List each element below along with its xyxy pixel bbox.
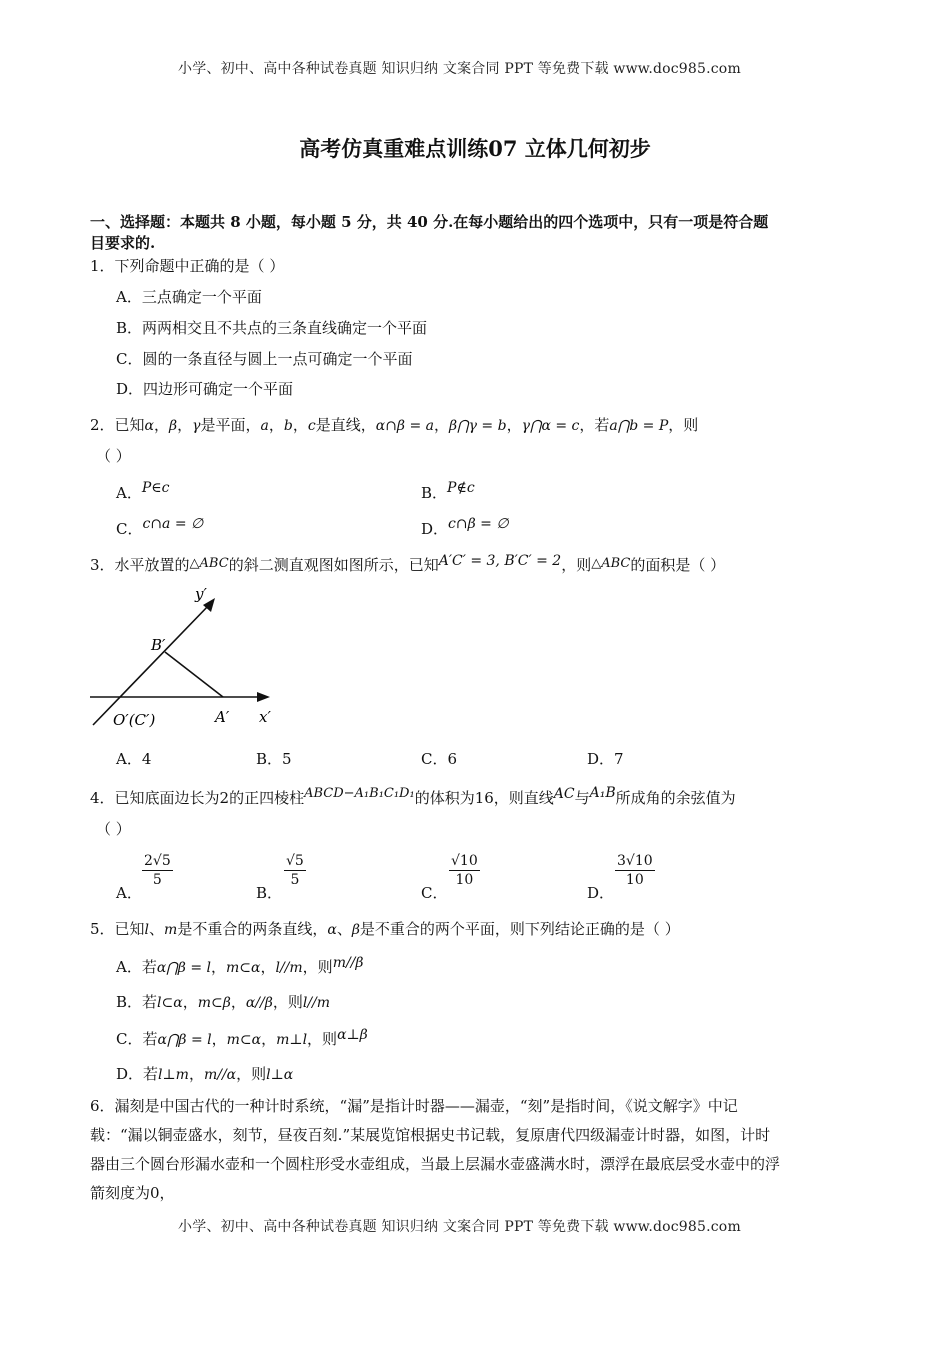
q3-text-3: ，则: [561, 556, 592, 574]
section-heading-line1: 一、选择题：本题共 8 小题，每小题 5 分，共 40 分.在每小题给出的四个选项中，只有一项是符合题: [90, 213, 769, 231]
q4-option-c-numerator: √10: [451, 853, 478, 869]
q5-option-a-sep-1: ，: [210, 958, 226, 976]
q2-sep-3: ，: [268, 416, 284, 434]
q2-gamma: γ: [192, 418, 201, 434]
label-b-prime: B′: [151, 636, 166, 654]
q4-text-3: 与: [574, 789, 590, 807]
q6-line-3: 器由三个圆台形漏水壶和一个圆柱形受水壶组成，当最上层漏水壶盛满水时，漂浮在最底层受水壶中的浮: [90, 1155, 781, 1173]
q5-line-m: m: [164, 922, 178, 938]
q5-option-a-prefix: A．若: [116, 958, 157, 976]
q4-option-c-denominator: 10: [455, 872, 474, 888]
q5-option-a-sep-2: ，: [260, 958, 276, 976]
q5-option-c-sep-2: ，: [261, 1030, 277, 1048]
label-o-prime: O′(C′): [113, 711, 156, 729]
q4-option-d-numerator: 3√10: [617, 853, 653, 869]
q2-text-4: ，若: [579, 416, 610, 434]
q1-option-d: D．四边形可确定一个平面: [116, 380, 294, 398]
q5-option-b-sep-3: ，则: [272, 993, 303, 1011]
q5-plane-beta: β: [351, 922, 360, 938]
q5-option-a-expr-2: m⊂α: [226, 960, 261, 976]
page-footer: 小学、初中、高中各种试卷真题 知识归纳 文案合同 PPT 等免费下载 www.doc985.com: [178, 1219, 741, 1235]
fraction-bar: [615, 870, 655, 871]
q4-text-4: 所成角的余弦值为: [615, 789, 736, 807]
q3-option-b: B．5: [256, 750, 292, 768]
q3-given-lengths: A′C′ = 3, B′C′ = 2: [438, 553, 562, 569]
q5-option-a: [116, 956, 364, 977]
q2-beta: β: [169, 418, 178, 434]
q2-sep-5: ，: [434, 416, 450, 434]
q5-option-a-expr-3: l//m: [275, 960, 303, 976]
q5-line-l: l: [144, 922, 150, 938]
q5-option-b-sep-2: ，: [230, 993, 246, 1011]
q5-option-b-expr-4: l//m: [302, 995, 331, 1011]
q4-option-b-denominator: 5: [290, 872, 300, 888]
q5-plane-alpha: α: [327, 922, 337, 938]
fraction-bar: [284, 870, 306, 871]
q2-line-c: c: [307, 418, 316, 434]
q2-sep-4: ，: [292, 416, 308, 434]
q2-option-a-label: A．: [116, 484, 142, 502]
q4-option-b-fraction: [284, 853, 306, 888]
q2-option-d: [421, 518, 509, 539]
q5-option-c-prefix: C．若: [116, 1030, 158, 1048]
q6-line-4: 箭刻度为0，: [90, 1184, 175, 1202]
q5-option-c-sep-1: ，: [211, 1030, 227, 1048]
q2-expr-4: a⋂b = P: [609, 418, 669, 434]
q2-sep-6: ，: [506, 416, 522, 434]
q2-line-a: a: [260, 418, 269, 434]
q5-option-c-expr-2: m⊂α: [226, 1032, 262, 1048]
q2-text-1: 2．已知: [90, 416, 145, 434]
q4-option-b-numerator: √5: [286, 853, 304, 869]
q4-option-c-label: C．: [421, 884, 448, 902]
q4-prism: ABCD−A₁B₁C₁D₁: [304, 786, 415, 801]
q4-option-d-label: D．: [587, 884, 615, 902]
q1-option-b: B．两两相交且不共点的三条直线确定一个平面: [116, 319, 428, 337]
q3-triangle-2: △ABC: [591, 556, 631, 571]
fraction-bar: [142, 870, 173, 871]
section-heading-line2: 目要求的.: [90, 234, 156, 252]
q5-text-2: 是不重合的两条直线，: [177, 920, 328, 938]
q4-option-d-denominator: 10: [625, 872, 644, 888]
q2-text-2: 是平面，: [200, 416, 261, 434]
q2-line-b: b: [283, 418, 293, 434]
q2-option-b-label: B．: [421, 484, 448, 502]
q5-option-b-expr-2: m⊂β: [197, 995, 231, 1011]
q5-option-c-expr-4: α⊥β: [337, 1027, 368, 1043]
q4-text-1: 4．已知底面边长为2的正四棱柱: [90, 789, 305, 807]
q5-option-b-sep-1: ，: [182, 993, 198, 1011]
q4-line-ac: AC: [553, 786, 575, 802]
q2-option-d-label: D．: [421, 520, 449, 538]
q5-option-c: [116, 1028, 368, 1049]
q5-option-d-expr-3: l⊥α: [266, 1067, 294, 1083]
q4-answer-paren: （ ）: [96, 820, 131, 838]
q5-option-c-sep-3: ，则: [307, 1030, 338, 1048]
q5-option-c-expr-1: α⋂β = l: [157, 1032, 212, 1048]
q2-text-5: ，则: [668, 416, 699, 434]
q2-option-b: [421, 482, 475, 503]
q1-stem: 1．下列命题中正确的是（ ）: [90, 257, 285, 275]
q5-option-d-expr-1: l⊥m: [158, 1067, 189, 1083]
q5-option-d-prefix: D．若: [116, 1065, 159, 1083]
q5-option-d-sep-1: ，: [188, 1065, 204, 1083]
q4-option-a-numerator: 2√5: [144, 853, 171, 869]
q5-text-3: 是不重合的两个平面，则下列结论正确的是（ ）: [359, 920, 680, 938]
q5-option-d: [116, 1063, 293, 1084]
q5-option-c-expr-3: m⊥l: [276, 1032, 308, 1048]
q3-text-4: 的面积是（ ）: [630, 556, 726, 574]
q6-line-1: 6．漏刻是中国古代的一种计时系统，“漏”是指计时器——漏壶，“刻”是指时间，《说文解字》中记: [90, 1097, 738, 1115]
page-title: 高考仿真重难点训练07 立体几何初步: [299, 136, 651, 161]
fraction-bar: [449, 870, 480, 871]
q3-option-d: D．7: [587, 750, 624, 768]
q2-expr-2: β⋂γ = b: [449, 418, 507, 434]
q2-text-3: 是直线，: [315, 416, 376, 434]
q2-sep-1: ，: [154, 416, 170, 434]
q3-text-2: 的斜二测直观图如图所示，已知: [228, 556, 439, 574]
q4-text-2: 的体积为16，则直线: [414, 789, 554, 807]
q1-option-a: A．三点确定一个平面: [116, 288, 262, 306]
q2-expr-3: γ⋂α = c: [521, 418, 580, 434]
q4-option-a-denominator: 5: [152, 872, 162, 888]
q2-alpha: α: [144, 418, 155, 434]
label-a-prime: A′: [215, 708, 230, 726]
q3-triangle-1: △ABC: [189, 556, 229, 571]
q4-option-b-label: B．: [256, 884, 283, 902]
q3-text-1: 3．水平放置的: [90, 556, 190, 574]
q2-option-b-expr: P∉c: [447, 480, 475, 496]
y-axis-line: [93, 604, 210, 725]
q2-option-a-expr: P∈c: [141, 480, 170, 496]
q2-option-c-label: C．: [116, 520, 143, 538]
q2-expr-1: α∩β = a: [375, 418, 435, 434]
q5-option-b-expr-1: l⊂α: [157, 995, 183, 1011]
label-y-prime: y′: [195, 585, 207, 603]
q5-sep-1: 、: [149, 920, 165, 938]
segment-b-a: [165, 652, 223, 697]
q5-option-a-expr-1: α⋂β = l: [156, 960, 211, 976]
q5-text-1: 5．已知: [90, 920, 145, 938]
q5-option-b-expr-3: α//β: [245, 995, 273, 1011]
page-header: 小学、初中、高中各种试卷真题 知识归纳 文案合同 PPT 等免费下载 www.doc985.com: [178, 61, 741, 77]
x-axis-arrow: [257, 692, 270, 702]
q1-option-c: C．圆的一条直径与圆上一点可确定一个平面: [116, 350, 413, 368]
q2-option-d-expr: c∩β = ∅: [448, 516, 509, 532]
q3-option-a: A．4: [116, 750, 152, 768]
q3-option-c: C．6: [421, 750, 458, 768]
q2-stem: [90, 414, 698, 435]
label-x-prime: x′: [259, 708, 271, 726]
q4-option-a-label: A．: [116, 884, 142, 902]
q5-option-d-expr-2: m//α: [203, 1067, 237, 1083]
q5-option-b-prefix: B．若: [116, 993, 158, 1011]
q4-option-a-fraction: [142, 853, 173, 888]
q5-stem: [90, 918, 680, 939]
q2-sep-2: ，: [177, 416, 193, 434]
q3-stem: [90, 554, 725, 575]
q5-option-a-sep-3: ，则: [302, 958, 333, 976]
q2-option-c: [116, 518, 203, 539]
q2-option-c-expr: c∩a = ∅: [142, 516, 204, 532]
q2-answer-paren: （ ）: [96, 447, 131, 465]
q4-stem: [90, 787, 736, 808]
q2-option-a: [116, 482, 169, 503]
q6-line-2: 载：“漏以铜壶盛水，刻节，昼夜百刻.”某展览馆根据史书记载，复原唐代四级漏壶计时器，如图，计时: [90, 1126, 771, 1144]
q3-oblique-figure: [85, 582, 285, 732]
q5-sep-2: 、: [336, 920, 352, 938]
q4-option-c-fraction: [449, 853, 480, 888]
q5-option-a-expr-4: m//β: [332, 955, 364, 971]
q5-option-d-sep-2: ，则: [236, 1065, 267, 1083]
q4-line-a1b: A₁B: [589, 785, 616, 801]
q4-option-d-fraction: [615, 853, 655, 888]
q5-option-b: [116, 991, 330, 1012]
